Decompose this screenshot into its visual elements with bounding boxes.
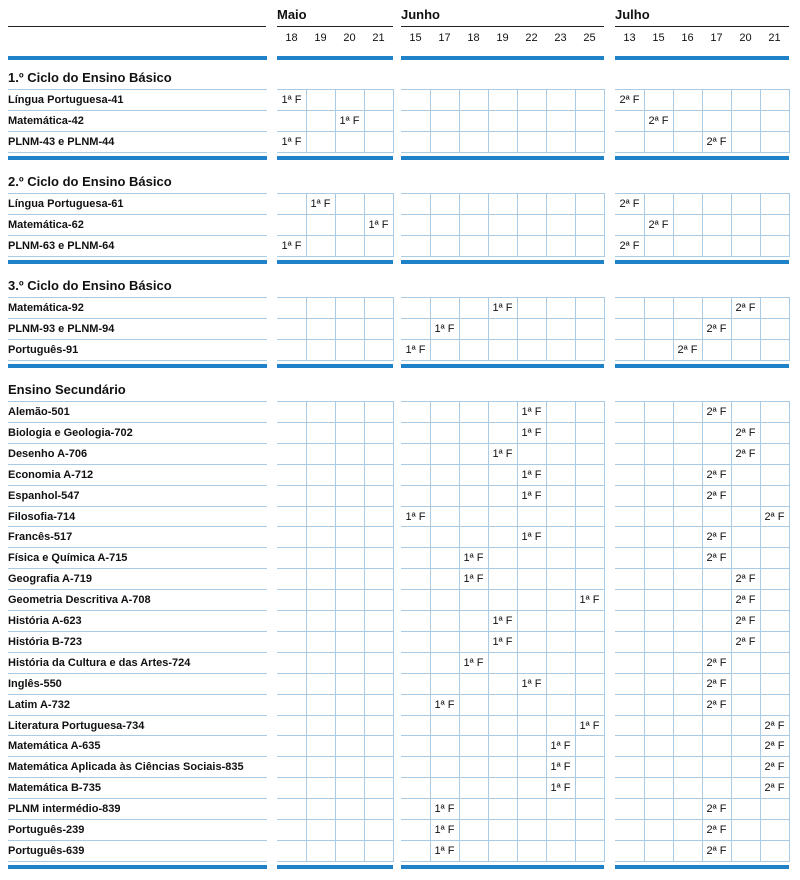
grid-line xyxy=(401,235,604,236)
grid-line xyxy=(401,339,604,340)
month-label: Junho xyxy=(401,7,440,22)
section-title: 3.º Ciclo do Ensino Básico xyxy=(8,278,172,293)
phase-mark: 1ª F xyxy=(405,510,426,523)
grid-line xyxy=(8,819,267,820)
subject-label: Latim A-732 xyxy=(8,698,70,711)
grid-line xyxy=(673,193,674,257)
subject-label: Matemática Aplicada às Ciências Sociais-835 xyxy=(8,761,244,774)
header-rule xyxy=(401,26,604,27)
grid-line xyxy=(702,297,703,361)
grid-line xyxy=(8,318,267,319)
grid-line xyxy=(401,798,604,799)
grid-line xyxy=(8,547,267,548)
grid-line xyxy=(401,214,604,215)
month-label: Julho xyxy=(615,7,650,22)
grid-line xyxy=(401,506,604,507)
phase-mark: 2ª F xyxy=(735,594,756,607)
grid-line xyxy=(401,547,604,548)
day-number: 19 xyxy=(496,32,509,44)
subject-label: História da Cultura e das Artes-724 xyxy=(8,656,191,669)
subject-label: Matemática-42 xyxy=(8,114,84,127)
grid-line xyxy=(8,422,267,423)
grid-line xyxy=(488,297,489,361)
section-divider xyxy=(401,156,604,160)
day-number: 20 xyxy=(343,32,356,44)
phase-mark: 2ª F xyxy=(619,94,640,106)
subject-label: Português-239 xyxy=(8,824,85,836)
phase-mark: 1ª F xyxy=(492,447,513,460)
grid-line xyxy=(364,89,365,153)
grid-line xyxy=(546,193,547,257)
phase-mark: 2ª F xyxy=(735,447,756,460)
phase-mark: 1ª F xyxy=(521,406,542,418)
subject-label: Geometria Descritiva A-708 xyxy=(8,594,151,607)
subject-label: Matemática-92 xyxy=(8,302,84,314)
grid-line xyxy=(401,694,604,695)
grid-line xyxy=(644,401,645,862)
grid-line xyxy=(644,89,645,153)
day-number: 19 xyxy=(314,32,327,44)
grid-line xyxy=(8,485,267,486)
grid-line xyxy=(364,193,365,257)
grid-line xyxy=(702,401,703,862)
subject-label: Francês-517 xyxy=(8,531,73,544)
grid-line xyxy=(789,297,790,361)
grid-line xyxy=(8,214,267,215)
phase-mark: 1ª F xyxy=(550,740,571,753)
grid-line xyxy=(517,193,518,257)
grid-line xyxy=(8,110,267,111)
phase-mark: 2ª F xyxy=(764,761,785,774)
grid-line xyxy=(8,443,267,444)
grid-line xyxy=(644,193,645,257)
grid-line xyxy=(731,297,732,361)
subject-label: Língua Portuguesa-41 xyxy=(8,94,124,106)
section-divider xyxy=(615,156,789,160)
grid-line xyxy=(760,297,761,361)
section-divider xyxy=(401,364,604,368)
phase-mark: 1ª F xyxy=(521,531,542,544)
grid-line xyxy=(401,464,604,465)
section-title: 1.º Ciclo do Ensino Básico xyxy=(8,70,172,85)
section-divider xyxy=(277,865,393,869)
grid-line xyxy=(8,526,267,527)
day-number: 15 xyxy=(652,32,665,44)
phase-mark: 1ª F xyxy=(550,782,571,795)
subject-label: Física e Química A-715 xyxy=(8,552,128,565)
grid-line xyxy=(517,401,518,862)
grid-line xyxy=(604,193,605,257)
grid-line xyxy=(8,506,267,507)
subject-label: PLNM-43 e PLNM-44 xyxy=(8,135,115,148)
phase-mark: 2ª F xyxy=(706,135,727,148)
header-rule xyxy=(277,26,393,27)
day-number: 17 xyxy=(438,32,451,44)
grid-line xyxy=(401,610,604,611)
grid-line xyxy=(673,401,674,862)
grid-line xyxy=(401,631,604,632)
subject-label: Filosofia-714 xyxy=(8,510,76,523)
phase-mark: 1ª F xyxy=(550,761,571,774)
grid-line xyxy=(731,89,732,153)
phase-mark: 2ª F xyxy=(764,719,785,732)
grid-line xyxy=(393,89,394,153)
phase-mark: 1ª F xyxy=(463,552,484,565)
grid-line xyxy=(8,256,267,257)
phase-mark: 2ª F xyxy=(735,615,756,627)
section-divider xyxy=(8,56,267,60)
grid-line xyxy=(306,89,307,153)
subject-label: Biologia e Geologia-702 xyxy=(8,426,133,439)
grid-line xyxy=(8,610,267,611)
phase-mark: 2ª F xyxy=(706,468,727,481)
phase-mark: 2ª F xyxy=(648,114,669,127)
header-rule xyxy=(615,26,789,27)
grid-line xyxy=(401,777,604,778)
subject-label: Desenho A-706 xyxy=(8,447,88,460)
grid-line xyxy=(401,193,604,194)
grid-line xyxy=(8,715,267,716)
grid-line xyxy=(8,756,267,757)
grid-line xyxy=(8,401,267,402)
section-divider xyxy=(8,260,267,264)
section-divider xyxy=(277,260,393,264)
grid-line xyxy=(8,673,267,674)
grid-line xyxy=(401,756,604,757)
phase-mark: 1ª F xyxy=(434,844,455,857)
section-divider xyxy=(401,56,604,60)
grid-line xyxy=(8,798,267,799)
section-divider xyxy=(8,865,267,869)
grid-line xyxy=(8,694,267,695)
day-number: 16 xyxy=(681,32,694,44)
grid-line xyxy=(401,401,604,402)
phase-mark: 2ª F xyxy=(706,677,727,690)
phase-mark: 1ª F xyxy=(463,573,484,586)
grid-line xyxy=(393,193,394,257)
phase-mark: 2ª F xyxy=(764,740,785,753)
grid-line xyxy=(8,840,267,841)
phase-mark: 2ª F xyxy=(735,573,756,586)
grid-line xyxy=(430,89,431,153)
grid-line xyxy=(401,110,604,111)
phase-mark: 2ª F xyxy=(706,803,727,816)
grid-line xyxy=(401,131,604,132)
phase-mark: 1ª F xyxy=(434,803,455,816)
grid-line xyxy=(306,297,307,361)
phase-mark: 2ª F xyxy=(706,406,727,418)
header-rule xyxy=(8,26,266,27)
section-title: 2.º Ciclo do Ensino Básico xyxy=(8,174,172,189)
subject-label: Português-639 xyxy=(8,844,85,857)
grid-line xyxy=(8,735,267,736)
phase-mark: 1ª F xyxy=(310,198,331,210)
grid-line xyxy=(459,297,460,361)
section-divider xyxy=(615,364,789,368)
grid-line xyxy=(644,297,645,361)
grid-line xyxy=(401,652,604,653)
section-divider xyxy=(615,56,789,60)
grid-line xyxy=(306,193,307,257)
grid-line xyxy=(8,152,267,153)
grid-line xyxy=(401,819,604,820)
phase-mark: 1ª F xyxy=(579,594,600,607)
subject-label: História A-623 xyxy=(8,615,82,627)
subject-label: História B-723 xyxy=(8,635,82,648)
section-title: Ensino Secundário xyxy=(8,382,126,397)
grid-line xyxy=(306,401,307,862)
grid-line xyxy=(546,89,547,153)
section-divider xyxy=(401,260,604,264)
phase-mark: 1ª F xyxy=(521,426,542,439)
grid-line xyxy=(401,735,604,736)
grid-line xyxy=(731,193,732,257)
grid-line xyxy=(364,297,365,361)
grid-line xyxy=(702,193,703,257)
day-number: 18 xyxy=(285,32,298,44)
grid-line xyxy=(673,89,674,153)
grid-line xyxy=(401,443,604,444)
grid-line xyxy=(8,193,267,194)
subject-label: Espanhol-547 xyxy=(8,489,80,502)
grid-line xyxy=(401,589,604,590)
phase-mark: 1ª F xyxy=(281,135,302,148)
grid-line xyxy=(8,339,267,340)
grid-line xyxy=(673,297,674,361)
subject-label: Economia A-712 xyxy=(8,468,94,481)
phase-mark: 1ª F xyxy=(521,489,542,502)
grid-line xyxy=(8,89,267,90)
subject-label: Matemática B-735 xyxy=(8,782,101,795)
grid-line xyxy=(488,401,489,862)
phase-mark: 2ª F xyxy=(706,489,727,502)
phase-mark: 1ª F xyxy=(492,635,513,648)
grid-line xyxy=(459,89,460,153)
phase-mark: 1ª F xyxy=(434,824,455,836)
grid-line xyxy=(401,152,604,153)
phase-mark: 2ª F xyxy=(706,824,727,836)
grid-line xyxy=(401,861,604,862)
grid-line xyxy=(575,89,576,153)
grid-line xyxy=(401,485,604,486)
phase-mark: 1ª F xyxy=(521,677,542,690)
grid-line xyxy=(8,464,267,465)
grid-line xyxy=(488,89,489,153)
grid-line xyxy=(401,840,604,841)
grid-line xyxy=(488,193,489,257)
day-number: 22 xyxy=(525,32,538,44)
grid-line xyxy=(8,131,267,132)
grid-line xyxy=(8,777,267,778)
grid-line xyxy=(575,297,576,361)
day-number: 20 xyxy=(739,32,752,44)
subject-label: Matemática A-635 xyxy=(8,740,101,753)
grid-line xyxy=(335,297,336,361)
grid-line xyxy=(430,297,431,361)
phase-mark: 1ª F xyxy=(492,615,513,627)
day-number: 13 xyxy=(623,32,636,44)
grid-line xyxy=(604,297,605,361)
grid-line xyxy=(789,89,790,153)
section-divider xyxy=(8,156,267,160)
grid-line xyxy=(401,360,604,361)
section-divider xyxy=(615,260,789,264)
day-number: 21 xyxy=(768,32,781,44)
phase-mark: 1ª F xyxy=(492,302,513,314)
month-label: Maio xyxy=(277,7,307,22)
grid-line xyxy=(546,401,547,862)
subject-label: Inglês-550 xyxy=(8,677,62,690)
phase-mark: 2ª F xyxy=(706,844,727,857)
grid-line xyxy=(335,89,336,153)
grid-line xyxy=(8,235,267,236)
grid-line xyxy=(8,568,267,569)
subject-label: Alemão-501 xyxy=(8,406,70,418)
phase-mark: 1ª F xyxy=(463,656,484,669)
phase-mark: 1ª F xyxy=(405,343,426,356)
grid-line xyxy=(760,193,761,257)
phase-mark: 2ª F xyxy=(706,531,727,544)
grid-line xyxy=(760,401,761,862)
grid-line xyxy=(8,360,267,361)
phase-mark: 2ª F xyxy=(764,510,785,523)
phase-mark: 2ª F xyxy=(648,218,669,231)
subject-label: Geografia A-719 xyxy=(8,573,92,586)
grid-line xyxy=(459,193,460,257)
grid-line xyxy=(401,256,604,257)
grid-line xyxy=(401,318,604,319)
phase-mark: 2ª F xyxy=(735,635,756,648)
section-divider xyxy=(277,56,393,60)
subject-label: PLNM-63 e PLNM-64 xyxy=(8,239,115,252)
grid-line xyxy=(546,297,547,361)
grid-line xyxy=(401,526,604,527)
grid-line xyxy=(8,652,267,653)
grid-line xyxy=(789,193,790,257)
subject-label: PLNM intermédio-839 xyxy=(8,803,121,816)
section-divider xyxy=(8,364,267,368)
phase-mark: 2ª F xyxy=(706,698,727,711)
section-divider xyxy=(615,865,789,869)
section-divider xyxy=(277,156,393,160)
grid-line xyxy=(401,673,604,674)
day-number: 25 xyxy=(583,32,596,44)
subject-label: Literatura Portuguesa-734 xyxy=(8,719,145,732)
grid-line xyxy=(401,89,604,90)
phase-mark: 2ª F xyxy=(706,552,727,565)
phase-mark: 1ª F xyxy=(521,468,542,481)
grid-line xyxy=(401,297,604,298)
grid-line xyxy=(604,401,605,862)
grid-line xyxy=(401,568,604,569)
grid-line xyxy=(401,422,604,423)
day-number: 15 xyxy=(409,32,422,44)
grid-line xyxy=(702,89,703,153)
day-number: 18 xyxy=(467,32,480,44)
phase-mark: 2ª F xyxy=(619,239,640,252)
grid-line xyxy=(430,193,431,257)
grid-line xyxy=(459,401,460,862)
subject-label: Língua Portuguesa-61 xyxy=(8,198,124,210)
grid-line xyxy=(8,861,267,862)
phase-mark: 2ª F xyxy=(735,302,756,314)
phase-mark: 2ª F xyxy=(677,343,698,356)
phase-mark: 1ª F xyxy=(434,322,455,335)
phase-mark: 1ª F xyxy=(281,94,302,106)
grid-line xyxy=(604,89,605,153)
grid-line xyxy=(335,401,336,862)
phase-mark: 2ª F xyxy=(735,426,756,439)
section-divider xyxy=(277,364,393,368)
phase-mark: 1ª F xyxy=(368,218,389,231)
phase-mark: 2ª F xyxy=(706,322,727,335)
phase-mark: 1ª F xyxy=(339,114,360,127)
subject-label: Matemática-62 xyxy=(8,218,84,231)
subject-label: Português-91 xyxy=(8,343,79,356)
grid-line xyxy=(401,715,604,716)
grid-line xyxy=(393,297,394,361)
subject-label: PLNM-93 e PLNM-94 xyxy=(8,322,115,335)
day-number: 21 xyxy=(372,32,385,44)
grid-line xyxy=(760,89,761,153)
grid-line xyxy=(731,401,732,862)
grid-line xyxy=(393,401,394,862)
grid-line xyxy=(517,297,518,361)
grid-line xyxy=(517,89,518,153)
day-number: 23 xyxy=(554,32,567,44)
grid-line xyxy=(575,401,576,862)
phase-mark: 1ª F xyxy=(579,719,600,732)
grid-line xyxy=(575,193,576,257)
grid-line xyxy=(335,193,336,257)
grid-line xyxy=(8,297,267,298)
day-number: 17 xyxy=(710,32,723,44)
phase-mark: 1ª F xyxy=(434,698,455,711)
grid-line xyxy=(8,631,267,632)
section-divider xyxy=(401,865,604,869)
grid-line xyxy=(789,401,790,862)
phase-mark: 2ª F xyxy=(619,198,640,210)
grid-line xyxy=(430,401,431,862)
phase-mark: 2ª F xyxy=(764,782,785,795)
phase-mark: 1ª F xyxy=(281,239,302,252)
grid-line xyxy=(364,401,365,862)
grid-line xyxy=(8,589,267,590)
phase-mark: 2ª F xyxy=(706,656,727,669)
